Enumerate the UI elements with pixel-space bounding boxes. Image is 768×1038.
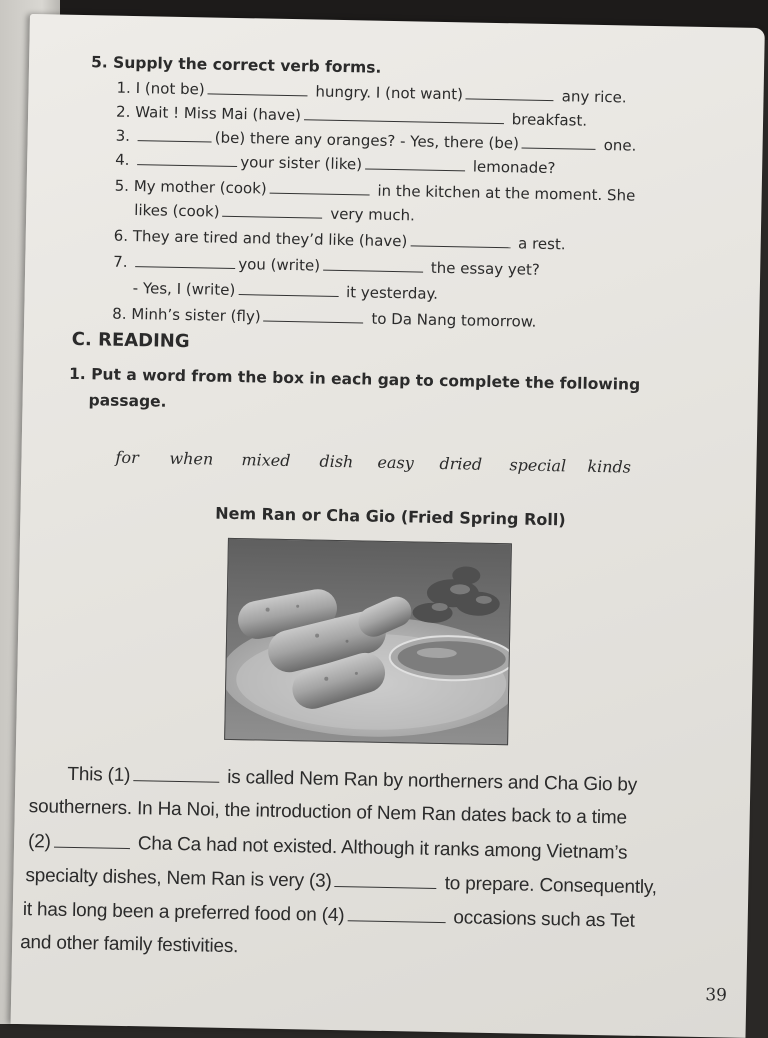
answer-gap[interactable]	[270, 179, 370, 196]
word-box	[109, 444, 670, 489]
exercise-item-2: 2. Wait ! Miss Mai (have) breakfast.	[115, 102, 588, 130]
passage-line-2: southerners. In Ha Noi, the introduction of Nem Ran dates back to a time	[28, 796, 628, 829]
passage-title: Nem Ran or Cha Gio (Fried Spring Roll)	[215, 503, 566, 530]
word-option[interactable]: mixed	[241, 450, 291, 471]
spring-roll-image	[225, 539, 511, 744]
word-option[interactable]: when	[169, 448, 214, 469]
answer-gap[interactable]	[238, 280, 338, 297]
exercise-item-7: 7. you (write) the essay yet?	[113, 252, 541, 279]
page-number: 39	[705, 985, 728, 1006]
exercise-item-5-continued: likes (cook) very much.	[134, 201, 416, 225]
spring-roll-photo	[224, 538, 512, 745]
exercise-item-1: 1. I (not be) hungry. I (not want) any rice.	[116, 78, 627, 107]
exercise-item-8: 8. Minh’s sister (fly) to Da Nang tomorrow.	[112, 304, 537, 331]
exercise-item-7-continued: - Yes, I (write) it yesterday.	[132, 279, 439, 303]
answer-gap[interactable]	[466, 84, 554, 101]
answer-gap[interactable]	[304, 105, 504, 124]
answer-gap[interactable]	[522, 133, 596, 149]
workbook-page	[11, 14, 765, 1038]
passage-gap-2[interactable]	[54, 831, 130, 849]
passage-line-3: (2) Cha Ca had not existed. Although it ranks among Vietnam’s	[27, 831, 628, 864]
passage-gap-1[interactable]	[133, 764, 219, 783]
passage-gap-3[interactable]	[334, 870, 436, 889]
exercise-item-4: 4. your sister (like) lemonade?	[115, 150, 556, 178]
answer-gap[interactable]	[138, 126, 212, 142]
exercise-item-5: 5. My mother (cook) in the kitchen at the moment. She	[114, 176, 636, 205]
word-option[interactable]: easy	[377, 452, 414, 473]
answer-gap[interactable]	[264, 307, 364, 324]
exercise-5-title: 5. Supply the correct verb forms.	[90, 53, 382, 77]
exercise-item-3: 3. (be) there any oranges? - Yes, there (be) one.	[115, 126, 637, 155]
word-option[interactable]: special	[509, 455, 567, 476]
word-option[interactable]: for	[115, 447, 139, 468]
reading-task-instruction: 1. Put a word from the box in each gap to complete the following	[68, 364, 641, 394]
answer-gap[interactable]	[365, 154, 465, 171]
answer-gap[interactable]	[208, 79, 308, 96]
exercise-item-6: 6. They are tired and they’d like (have) a rest.	[113, 226, 566, 254]
answer-gap[interactable]	[135, 252, 235, 269]
passage-line-4: specialty dishes, Nem Ran is very (3) to prepare. Consequently,	[25, 865, 658, 899]
passage-line-5: it has long been a preferred food on (4) occasions such as Tet	[22, 899, 635, 932]
answer-gap[interactable]	[323, 256, 423, 273]
section-heading-reading: C. READING	[71, 328, 190, 353]
passage-gap-4[interactable]	[347, 904, 445, 923]
passage-line-6: and other family festivities.	[19, 931, 239, 958]
answer-gap[interactable]	[137, 150, 237, 167]
answer-gap[interactable]	[410, 231, 510, 248]
reading-task-instruction-continued: passage.	[88, 391, 167, 411]
word-option[interactable]: dried	[439, 453, 483, 474]
answer-gap[interactable]	[222, 202, 322, 219]
word-option[interactable]: dish	[319, 451, 354, 472]
word-option[interactable]: kinds	[587, 456, 632, 477]
passage-line-1: This (1) is called Nem Ran by northerners and Cha Gio by	[67, 763, 638, 796]
